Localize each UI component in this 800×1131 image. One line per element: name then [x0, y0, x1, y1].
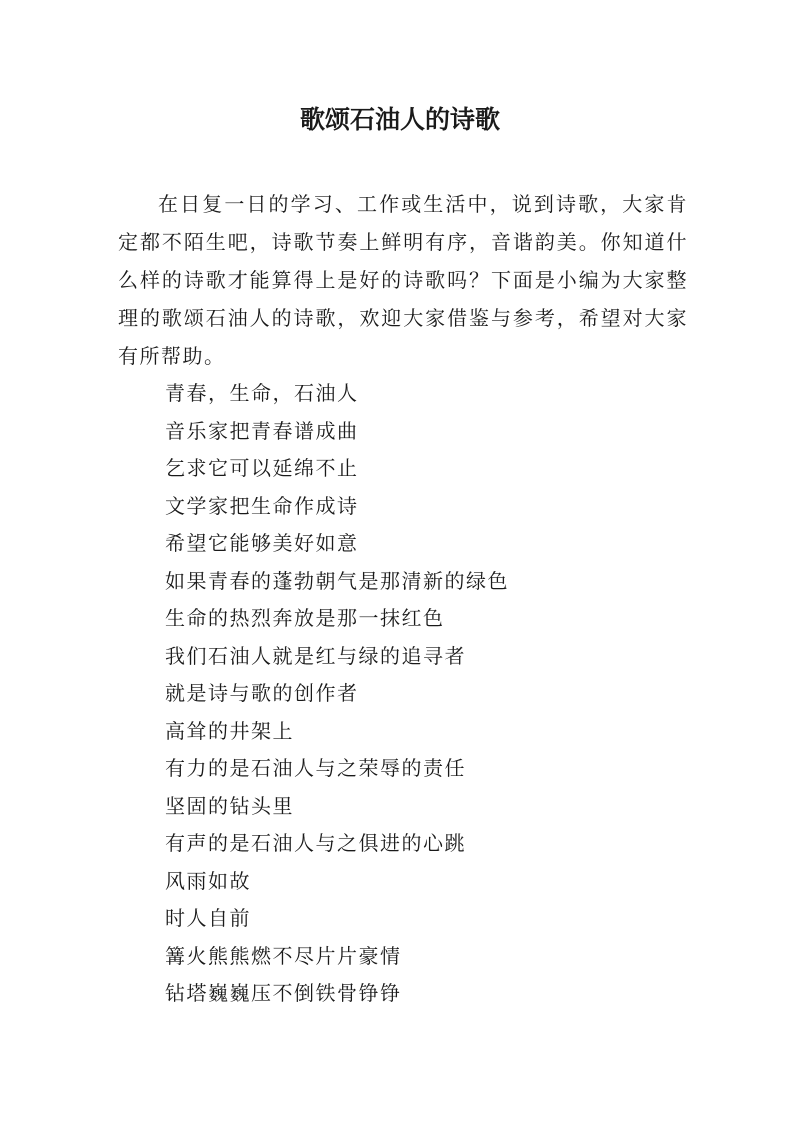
poem-lines [165, 375, 509, 1013]
poem-line: 我们石油人就是红与绿的追寻者 [165, 643, 466, 668]
poem-line: 高耸的井架上 [165, 718, 294, 743]
poem-line: 希望它能够美好如意 [165, 531, 359, 555]
intro-paragraph: 在日复一日的学习、工作或生活中，说到诗歌，大家肯定都不陌生吧，诗歌节奏上鲜明有序，音谐韵美。你知道什么样的诗歌才能算得上是好的诗歌吗？下面是小编为大家整理的歌颂石油人的诗歌，欢迎大家借鉴与参考，希望对大家有所帮助。 [118, 192, 688, 368]
poem-line: 风雨如故 [165, 868, 251, 893]
poem-line: 音乐家把青春谱成曲 [165, 418, 359, 443]
poem-line: 有声的是石油人与之俱进的心跳 [165, 831, 466, 855]
poem-line: 文学家把生命作成诗 [165, 493, 359, 518]
poem-line: 如果青春的蓬勃朝气是那清新的绿色 [165, 568, 509, 593]
poem-line: 生命的热烈奔放是那一抹红色 [165, 606, 445, 630]
poem-line: 坚固的钻头里 [165, 793, 294, 818]
poem-line: 青春，生命，石油人 [165, 381, 359, 405]
poem-line: 有力的是石油人与之荣辱的责任 [165, 756, 466, 780]
poem-line: 时人自前 [165, 906, 251, 930]
poem-line: 钻塔巍巍压不倒铁骨铮铮 [165, 981, 402, 1005]
poem-line: 就是诗与歌的创作者 [165, 681, 359, 705]
poem-line: 篝火熊熊燃不尽片片豪情 [165, 943, 402, 968]
document-title: 歌颂石油人的诗歌 [299, 105, 500, 134]
poem-line: 乞求它可以延绵不止 [165, 456, 359, 480]
